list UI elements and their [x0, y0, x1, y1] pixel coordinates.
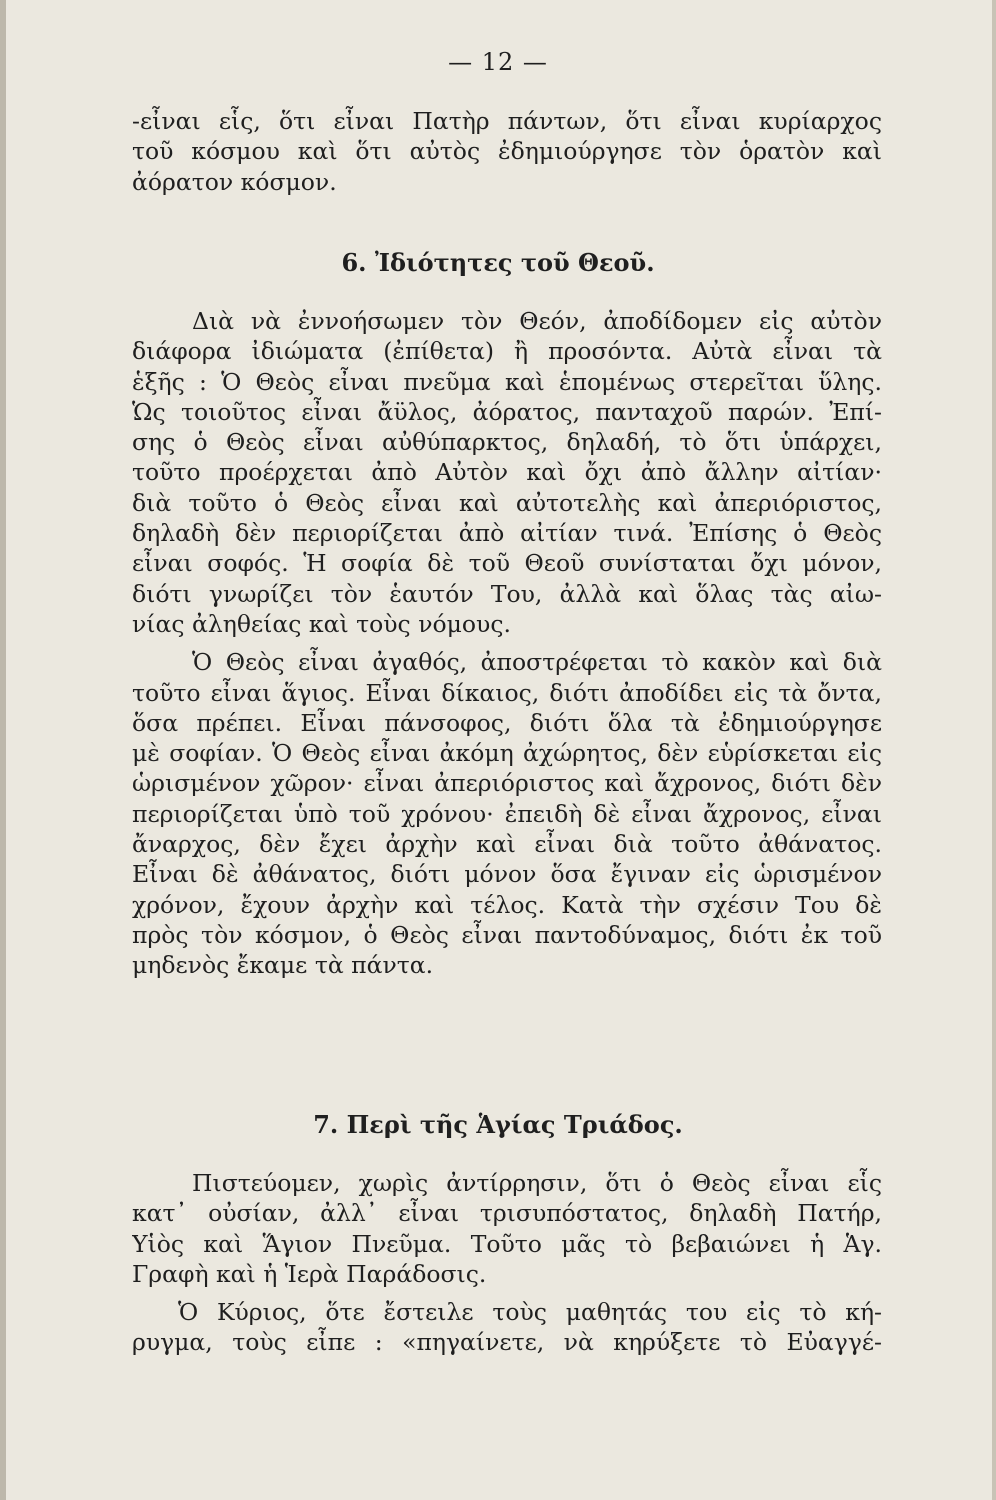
- text-line: διότι γνωρίζει τὸν ἑαυτόν Του, ἀλλὰ καὶ ὅλας τὰς αἰω-: [132, 579, 882, 608]
- text-line: ἄναρχος, δὲν ἔχει ἀρχὴν καὶ εἶναι διὰ τοῦτο ἀθάνατος.: [132, 830, 882, 859]
- text-line: ρυγμα, τοὺς εἶπε : «πηγαίνετε, νὰ κηρύξετε τὸ Εὐαγγέ-: [132, 1328, 882, 1357]
- text-line: σης ὁ Θεὸς εἶναι αὐθύπαρκτος, δηλαδή, τὸ ὅτι ὑπάρχει,: [132, 428, 882, 457]
- section-7-heading: 7. Περὶ τῆς Ἁγίας Τριάδος.: [313, 1110, 683, 1139]
- page-right-edge: [992, 0, 996, 1500]
- page-binding-edge: [0, 0, 6, 1500]
- text-line: μηδενὸς ἔκαμε τὰ πάντα.: [132, 951, 434, 980]
- text-line: χρόνον, ἔχουν ἀρχὴν καὶ τέλος. Κατὰ τὴν σχέσιν Του δὲ: [132, 890, 882, 919]
- text-line: Υἱὸς καὶ Ἅγιον Πνεῦμα. Τοῦτο μᾶς τὸ βεβαιώνει ἡ Ἁγ.: [132, 1229, 882, 1258]
- text-line: ὅσα πρέπει. Εἶναι πάνσοφος, διότι ὅλα τὰ ἐδημιούργησε: [132, 708, 882, 737]
- text-line: εἶναι σοφός. Ἡ σοφία δὲ τοῦ Θεοῦ συνίσταται ὄχι μόνον,: [132, 549, 882, 578]
- text-line: ἀόρατον κόσμον.: [132, 167, 337, 196]
- text-line: Διὰ νὰ ἐννοήσωμεν τὸν Θεόν, ἀποδίδομεν εἰς αὐτὸν: [192, 307, 882, 335]
- text-line: διάφορα ἰδιώματα (ἐπίθετα) ἢ προσόντα. Αὐτὰ εἶναι τὰ: [132, 337, 882, 366]
- section-6-heading: 6. Ἰδιότητες τοῦ Θεοῦ.: [341, 248, 655, 277]
- text-line: πρὸς τὸν κόσμον, ὁ Θεὸς εἶναι παντοδύναμος, διότι ἐκ τοῦ: [132, 920, 882, 949]
- page-number: — 12 —: [448, 48, 548, 76]
- text-line: Ὁ Θεὸς εἶναι ἀγαθός, ἀποστρέφεται τὸ κακὸν καὶ διὰ: [192, 648, 882, 677]
- text-line: ὡρισμένον χῶρον· εἶναι ἀπεριόριστος καὶ ἄχρονος, διότι δὲν: [132, 769, 882, 798]
- text-line: τοῦτο προέρχεται ἀπὸ Αὐτὸν καὶ ὄχι ἀπὸ ἄλλην αἰτίαν·: [132, 458, 882, 487]
- text-line: Γραφὴ καὶ ἡ Ἱερὰ Παράδοσις.: [132, 1259, 487, 1288]
- text-line: ἑξῆς : Ὁ Θεὸς εἶναι πνεῦμα καὶ ἑπομένως στερεῖται ὕλης.: [132, 367, 882, 396]
- text-line: -εἶναι εἷς, ὅτι εἶναι Πατὴρ πάντων, ὅτι εἶναι κυρίαρχος: [132, 107, 882, 135]
- section-6-paragraph-1: [132, 306, 882, 981]
- text-line: τοῦτο εἶναι ἅγιος. Εἶναι δίκαιος, διότι ἀποδίδει εἰς τὰ ὄντα,: [132, 678, 882, 707]
- text-line: Ὡς τοιοῦτος εἶναι ἄϋλος, ἀόρατος, πανταχοῦ παρών. Ἐπί-: [132, 397, 882, 426]
- text-line: Εἶναι δὲ ἀθάνατος, διότι μόνον ὅσα ἔγιναν εἰς ὡρισμένον: [132, 860, 882, 889]
- text-line: τοῦ κόσμου καὶ ὅτι αὐτὸς ἐδημιούργησε τὸν ὁρατὸν καὶ: [132, 137, 882, 166]
- text-line: νίας ἀληθείας καὶ τοὺς νόμους.: [132, 609, 511, 638]
- text-line: διὰ τοῦτο ὁ Θεὸς εἶναι καὶ αὐτοτελὴς καὶ ἀπεριόριστος,: [132, 488, 882, 517]
- text-line: δηλαδὴ δὲν περιορίζεται ἀπὸ αἰτίαν τινά. Ἐπίσης ὁ Θεὸς: [132, 519, 882, 548]
- section-7-paragraph-1: [132, 1168, 882, 1358]
- text-line: Πιστεύομεν, χωρὶς ἀντίρρησιν, ὅτι ὁ Θεὸς εἶναι εἷς: [192, 1169, 882, 1197]
- text-line: μὲ σοφίαν. Ὁ Θεὸς εἶναι ἀκόμη ἀχώρητος, δὲν εὑρίσκεται εἰς: [132, 739, 882, 768]
- text-line: Ὁ Κύριος, ὅτε ἔστειλε τοὺς μαθητάς του εἰς τὸ κή-: [178, 1298, 882, 1327]
- text-line: περιορίζεται ὑπὸ τοῦ χρόνου· ἐπειδὴ δὲ εἶναι ἄχρονος, εἶναι: [132, 799, 882, 828]
- text-line: κατ᾽ οὐσίαν, ἀλλ᾽ εἶναι τρισυπόστατος, δηλαδὴ Πατήρ,: [132, 1199, 882, 1228]
- intro-paragraph: [132, 106, 882, 197]
